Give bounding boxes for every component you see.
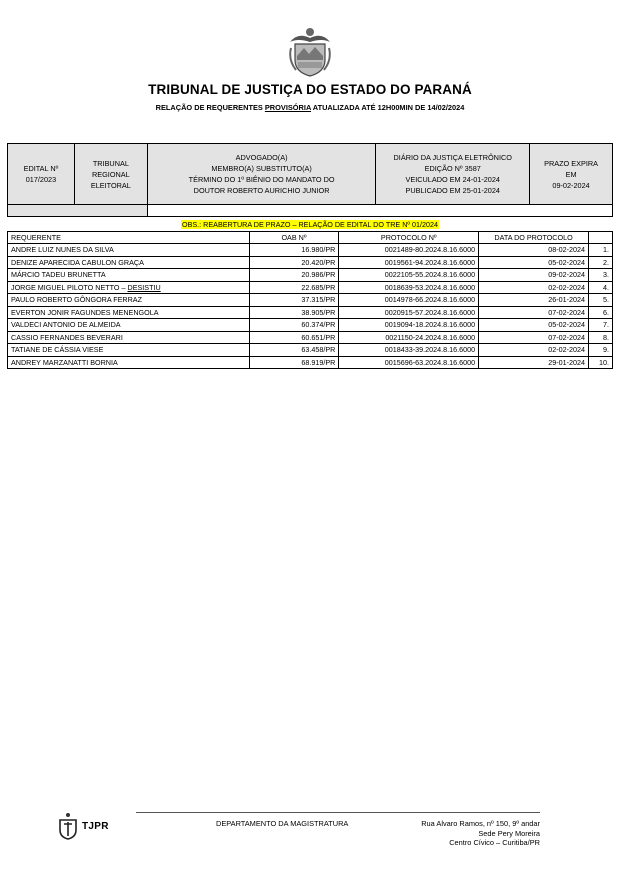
row-number: 10. xyxy=(588,356,612,369)
protocolo-number: 0019561-94.2024.8.16.6000 xyxy=(339,256,479,269)
table-row xyxy=(8,256,613,269)
table-row xyxy=(8,244,613,257)
subtitle-emphasis: PROVISÓRIA xyxy=(264,103,312,112)
oab-number: 20.986/PR xyxy=(249,269,339,282)
blank-gray-cell xyxy=(8,205,148,217)
row-number: 7. xyxy=(588,319,612,332)
protocolo-date: 07-02-2024 xyxy=(479,331,589,344)
protocolo-number: 0014978-66.2024.8.16.6000 xyxy=(339,294,479,307)
oab-number: 60.374/PR xyxy=(249,319,339,332)
prazo-cell xyxy=(530,144,613,205)
edital-header-table xyxy=(7,143,613,217)
footer-address xyxy=(421,819,540,848)
advogado-cell xyxy=(147,144,376,205)
requerente-name: JORGE MIGUEL PILOTO NETTO – DESISTIU xyxy=(8,281,250,294)
requerente-name: TATIANE DE CÁSSIA VIESE xyxy=(8,344,250,357)
page-subtitle xyxy=(0,103,620,112)
address-line: Rua Alvaro Ramos, nº 150, 9º andar xyxy=(421,819,540,828)
protocolo-date: 26-01-2024 xyxy=(479,294,589,307)
requerente-name: ANDRE LUIZ NUNES DA SILVA xyxy=(8,244,250,257)
footer-logo: TJPR xyxy=(82,821,109,832)
column-header-row xyxy=(8,231,613,244)
col-protocolo: PROTOCOLO Nº xyxy=(339,231,479,244)
table-row xyxy=(8,306,613,319)
parana-coat-of-arms-icon xyxy=(288,26,332,78)
advogado-line: MEMBRO(A) SUBSTITUTO(A) xyxy=(211,164,312,173)
obs-note: OBS.: REABERTURA DE PRAZO – RELAÇÃO DE EDITAL DO TRE Nº 01/2024 xyxy=(182,220,438,230)
diario-line: DIÁRIO DA JUSTIÇA ELETRÔNICO xyxy=(393,153,512,162)
protocolo-number: 0018433-39.2024.8.16.6000 xyxy=(339,344,479,357)
oab-number: 68.919/PR xyxy=(249,356,339,369)
row-number: 9. xyxy=(588,344,612,357)
tribunal-line: REGIONAL xyxy=(92,169,130,179)
protocolo-date: 29-01-2024 xyxy=(479,356,589,369)
oab-number: 37.315/PR xyxy=(249,294,339,307)
table-row xyxy=(8,281,613,294)
table-row xyxy=(8,344,613,357)
requerente-name: VALDECI ANTONIO DE ALMEIDA xyxy=(8,319,250,332)
subtitle-suffix: ATUALIZADA ATÉ 12H00MIN DE 14/02/2024 xyxy=(311,103,465,112)
prazo-date: 09-02-2024 xyxy=(552,180,590,190)
requerente-name: MÁRCIO TADEU BRUNETTA xyxy=(8,269,250,282)
row-number: 1. xyxy=(588,244,612,257)
diario-line: PUBLICADO EM 25-01-2024 xyxy=(405,186,500,195)
diario-cell xyxy=(376,144,530,205)
oab-number: 22.685/PR xyxy=(249,281,339,294)
oab-number: 60.651/PR xyxy=(249,331,339,344)
col-requerente: REQUERENTE xyxy=(8,231,250,244)
protocolo-date: 02-02-2024 xyxy=(479,281,589,294)
table-row xyxy=(8,331,613,344)
table-row xyxy=(8,294,613,307)
blank-cell xyxy=(147,205,612,217)
requerente-name: PAULO ROBERTO GÔNGORA FERRAZ xyxy=(8,294,250,307)
row-number: 3. xyxy=(588,269,612,282)
oab-number: 38.905/PR xyxy=(249,306,339,319)
edital-label: EDITAL Nº xyxy=(23,164,59,173)
diario-line: EDIÇÃO Nº 3587 xyxy=(424,164,481,173)
row-number: 5. xyxy=(588,294,612,307)
oab-number: 20.420/PR xyxy=(249,256,339,269)
address-line: Sede Pery Moreira xyxy=(478,828,540,838)
row-number: 4. xyxy=(588,281,612,294)
tjpr-emblem-icon xyxy=(58,812,78,840)
col-oab: OAB Nº xyxy=(249,231,339,244)
obs-row xyxy=(8,219,613,231)
tribunal-line: TRIBUNAL xyxy=(92,158,129,168)
subtitle-prefix: RELAÇÃO DE REQUERENTES xyxy=(155,103,265,112)
table-row xyxy=(8,269,613,282)
footer-department: DEPARTAMENTO DA MAGISTRATURA xyxy=(216,819,349,828)
protocolo-date: 02-02-2024 xyxy=(479,344,589,357)
protocolo-number: 0022105-55.2024.8.16.6000 xyxy=(339,269,479,282)
protocolo-date: 05-02-2024 xyxy=(479,319,589,332)
tribunal-line: ELEITORAL xyxy=(90,180,131,190)
protocolo-date: 05-02-2024 xyxy=(479,256,589,269)
oab-number: 63.458/PR xyxy=(249,344,339,357)
prazo-line: PRAZO EXPIRA xyxy=(544,158,599,168)
edital-number: 017/2023 xyxy=(25,175,57,184)
requerente-name: ANDREY MARZANATTI BORNIA xyxy=(8,356,250,369)
protocolo-date: 07-02-2024 xyxy=(479,306,589,319)
protocolo-number: 0021150-24.2024.8.16.6000 xyxy=(339,331,479,344)
protocolo-number: 0018639-53.2024.8.16.6000 xyxy=(339,281,479,294)
diario-line: VEICULADO EM 24-01-2024 xyxy=(405,175,500,184)
protocolo-number: 0015696-63.2024.8.16.6000 xyxy=(339,356,479,369)
table-row xyxy=(8,319,613,332)
advogado-line: DOUTOR ROBERTO AURICHIO JUNIOR xyxy=(193,186,330,195)
col-num xyxy=(588,231,612,244)
table-row xyxy=(8,356,613,369)
row-number: 8. xyxy=(588,331,612,344)
col-data: DATA DO PROTOCOLO xyxy=(479,231,589,244)
row-number: 2. xyxy=(588,256,612,269)
requerente-name: EVERTON JONIR FAGUNDES MENENGOLA xyxy=(8,306,250,319)
advogado-line: TÉRMINO DO 1º BIÊNIO DO MANDATO DO xyxy=(188,175,335,184)
protocolo-number: 0021489-80.2024.8.16.6000 xyxy=(339,244,479,257)
requerentes-table xyxy=(7,219,613,369)
address-line: Centro Cívico – Curitiba/PR xyxy=(449,838,540,847)
edital-cell xyxy=(8,144,75,205)
advogado-line: ADVOGADO(A) xyxy=(235,153,288,162)
tribunal-cell xyxy=(74,144,147,205)
requerente-name: DENIZE APARECIDA CABULON GRAÇA xyxy=(8,256,250,269)
requerente-name: CASSIO FERNANDES BEVERARI xyxy=(8,331,250,344)
protocolo-number: 0019094-18.2024.8.16.6000 xyxy=(339,319,479,332)
row-number: 6. xyxy=(588,306,612,319)
protocolo-date: 09-02-2024 xyxy=(479,269,589,282)
page-title: TRIBUNAL DE JUSTIÇA DO ESTADO DO PARANÁ xyxy=(148,82,472,97)
prazo-line: EM xyxy=(565,169,577,179)
oab-number: 16.980/PR xyxy=(249,244,339,257)
footer-divider xyxy=(136,812,540,813)
protocolo-date: 08-02-2024 xyxy=(479,244,589,257)
protocolo-number: 0020915-57.2024.8.16.6000 xyxy=(339,306,479,319)
